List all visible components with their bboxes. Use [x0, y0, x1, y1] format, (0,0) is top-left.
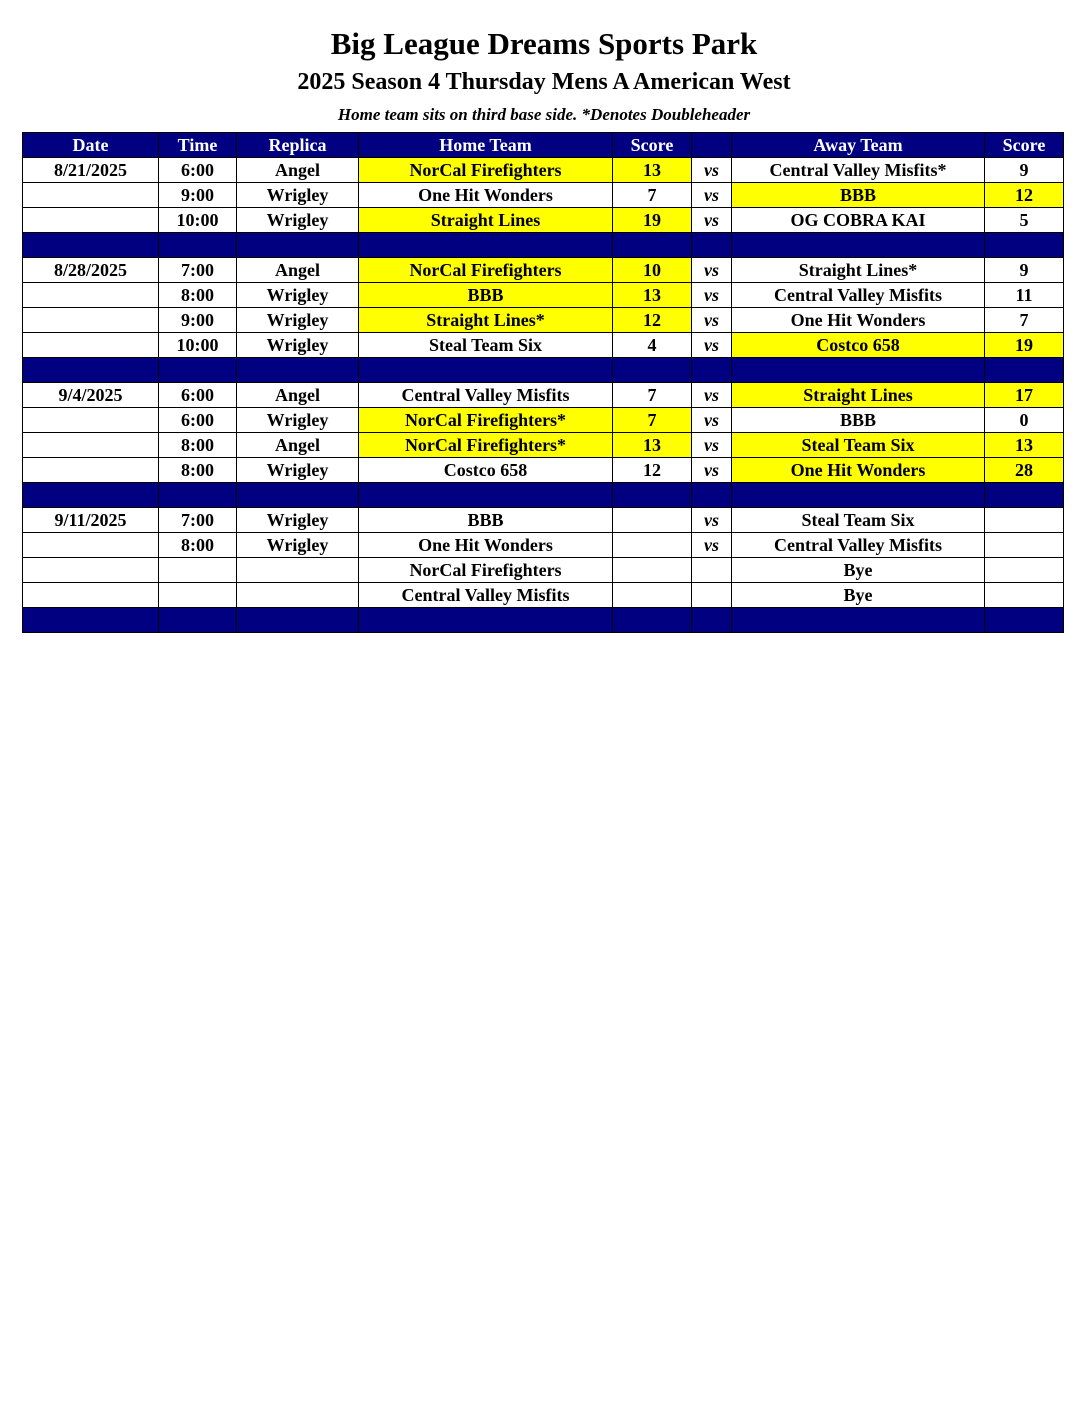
game-row: [23, 508, 1064, 533]
separator-cell: [613, 358, 692, 383]
vs-cell: vs: [692, 533, 732, 558]
away-score-cell: 17: [985, 383, 1064, 408]
home-team-cell: NorCal Firefighters: [359, 558, 613, 583]
vs-cell: vs: [692, 308, 732, 333]
vs-cell: vs: [692, 208, 732, 233]
separator-cell: [692, 608, 732, 633]
game-row: [23, 433, 1064, 458]
separator-cell: [359, 608, 613, 633]
separator-cell: [732, 358, 985, 383]
home-score-cell: 13: [613, 433, 692, 458]
replica-cell: Wrigley: [237, 508, 359, 533]
game-row: [23, 208, 1064, 233]
away-score-cell: 9: [985, 258, 1064, 283]
page-subtitle: 2025 Season 4 Thursday Mens A American West: [297, 69, 791, 95]
column-header-vs: [692, 133, 732, 158]
time-cell: 8:00: [159, 433, 237, 458]
away-score-cell: [985, 558, 1064, 583]
away-score-cell: 13: [985, 433, 1064, 458]
away-team-cell: Central Valley Misfits: [732, 283, 985, 308]
vs-cell: vs: [692, 283, 732, 308]
date-cell: [23, 558, 159, 583]
separator-cell: [985, 483, 1064, 508]
home-team-cell: One Hit Wonders: [359, 183, 613, 208]
home-team-cell: BBB: [359, 508, 613, 533]
home-score-cell: [613, 533, 692, 558]
separator-cell: [23, 233, 159, 258]
away-team-cell: Straight Lines*: [732, 258, 985, 283]
separator-cell: [732, 233, 985, 258]
date-cell: [23, 208, 159, 233]
home-score-cell: 4: [613, 333, 692, 358]
home-team-cell: Costco 658: [359, 458, 613, 483]
date-cell: [23, 458, 159, 483]
column-header-home-team: Home Team: [359, 133, 613, 158]
separator-cell: [985, 608, 1064, 633]
separator-cell: [159, 608, 237, 633]
home-team-cell: NorCal Firefighters: [359, 258, 613, 283]
column-header-away-score: Score: [985, 133, 1064, 158]
game-row: [23, 558, 1064, 583]
vs-cell: vs: [692, 508, 732, 533]
replica-cell: [237, 558, 359, 583]
vs-cell: vs: [692, 458, 732, 483]
away-score-cell: [985, 533, 1064, 558]
away-team-cell: One Hit Wonders: [732, 458, 985, 483]
separator-row: [23, 483, 1064, 508]
away-team-cell: OG COBRA KAI: [732, 208, 985, 233]
separator-cell: [613, 233, 692, 258]
time-cell: 7:00: [159, 508, 237, 533]
away-score-cell: [985, 583, 1064, 608]
schedule-body: [23, 158, 1064, 633]
vs-cell: vs: [692, 158, 732, 183]
replica-cell: Angel: [237, 433, 359, 458]
game-row: [23, 258, 1064, 283]
separator-cell: [359, 233, 613, 258]
game-row: [23, 158, 1064, 183]
date-cell: [23, 583, 159, 608]
away-score-cell: 28: [985, 458, 1064, 483]
table-header-row: [23, 133, 1064, 158]
away-score-cell: 0: [985, 408, 1064, 433]
game-row: [23, 183, 1064, 208]
game-row: [23, 583, 1064, 608]
separator-cell: [985, 358, 1064, 383]
time-cell: 8:00: [159, 458, 237, 483]
separator-cell: [23, 483, 159, 508]
away-score-cell: [985, 508, 1064, 533]
away-team-cell: BBB: [732, 183, 985, 208]
home-score-cell: [613, 558, 692, 583]
time-cell: 10:00: [159, 208, 237, 233]
vs-cell: vs: [692, 183, 732, 208]
time-cell: [159, 583, 237, 608]
column-header-away-team: Away Team: [732, 133, 985, 158]
vs-cell: vs: [692, 433, 732, 458]
away-team-cell: Straight Lines: [732, 383, 985, 408]
home-team-cell: NorCal Firefighters*: [359, 433, 613, 458]
schedule-note: Home team sits on third base side. *Denotes Doubleheader: [337, 105, 751, 124]
game-row: [23, 383, 1064, 408]
separator-cell: [692, 358, 732, 383]
replica-cell: Wrigley: [237, 533, 359, 558]
time-cell: 9:00: [159, 183, 237, 208]
away-team-cell: Central Valley Misfits*: [732, 158, 985, 183]
page-title: Big League Dreams Sports Park: [330, 26, 758, 61]
date-cell: 8/28/2025: [23, 258, 159, 283]
replica-cell: Wrigley: [237, 208, 359, 233]
away-score-cell: 12: [985, 183, 1064, 208]
time-cell: 6:00: [159, 408, 237, 433]
separator-row: [23, 358, 1064, 383]
separator-row: [23, 233, 1064, 258]
separator-cell: [613, 483, 692, 508]
date-cell: 9/4/2025: [23, 383, 159, 408]
away-team-cell: Steal Team Six: [732, 433, 985, 458]
date-cell: [23, 533, 159, 558]
away-score-cell: 5: [985, 208, 1064, 233]
home-score-cell: 13: [613, 283, 692, 308]
home-score-cell: 7: [613, 183, 692, 208]
away-team-cell: Steal Team Six: [732, 508, 985, 533]
away-team-cell: Central Valley Misfits: [732, 533, 985, 558]
home-team-cell: Steal Team Six: [359, 333, 613, 358]
home-score-cell: [613, 508, 692, 533]
home-score-cell: 19: [613, 208, 692, 233]
away-score-cell: 11: [985, 283, 1064, 308]
separator-cell: [237, 483, 359, 508]
replica-cell: Wrigley: [237, 183, 359, 208]
vs-cell: vs: [692, 383, 732, 408]
game-row: [23, 458, 1064, 483]
home-team-cell: Central Valley Misfits: [359, 383, 613, 408]
game-row: [23, 333, 1064, 358]
away-team-cell: BBB: [732, 408, 985, 433]
separator-cell: [159, 358, 237, 383]
separator-cell: [23, 358, 159, 383]
vs-cell: vs: [692, 408, 732, 433]
home-team-cell: NorCal Firefighters*: [359, 408, 613, 433]
game-row: [23, 308, 1064, 333]
separator-cell: [359, 483, 613, 508]
replica-cell: Angel: [237, 383, 359, 408]
replica-cell: [237, 583, 359, 608]
home-team-cell: NorCal Firefighters: [359, 158, 613, 183]
vs-cell: vs: [692, 333, 732, 358]
home-team-cell: BBB: [359, 283, 613, 308]
date-cell: [23, 308, 159, 333]
home-score-cell: 7: [613, 383, 692, 408]
separator-cell: [692, 233, 732, 258]
date-cell: 8/21/2025: [23, 158, 159, 183]
away-team-cell: Bye: [732, 558, 985, 583]
replica-cell: Wrigley: [237, 283, 359, 308]
date-cell: [23, 283, 159, 308]
separator-row: [23, 608, 1064, 633]
home-score-cell: 7: [613, 408, 692, 433]
home-score-cell: 10: [613, 258, 692, 283]
replica-cell: Angel: [237, 158, 359, 183]
away-team-cell: One Hit Wonders: [732, 308, 985, 333]
game-row: [23, 533, 1064, 558]
time-cell: 8:00: [159, 533, 237, 558]
home-score-cell: 12: [613, 458, 692, 483]
separator-cell: [159, 483, 237, 508]
separator-cell: [237, 608, 359, 633]
time-cell: [159, 558, 237, 583]
date-cell: [23, 408, 159, 433]
time-cell: 7:00: [159, 258, 237, 283]
separator-cell: [237, 233, 359, 258]
time-cell: 6:00: [159, 158, 237, 183]
vs-cell: [692, 583, 732, 608]
away-team-cell: Bye: [732, 583, 985, 608]
column-header-time: Time: [159, 133, 237, 158]
time-cell: 9:00: [159, 308, 237, 333]
home-score-cell: 13: [613, 158, 692, 183]
separator-cell: [613, 608, 692, 633]
home-team-cell: One Hit Wonders: [359, 533, 613, 558]
date-cell: [23, 333, 159, 358]
column-header-date: Date: [23, 133, 159, 158]
date-cell: 9/11/2025: [23, 508, 159, 533]
home-score-cell: 12: [613, 308, 692, 333]
separator-cell: [237, 358, 359, 383]
replica-cell: Wrigley: [237, 408, 359, 433]
date-cell: [23, 183, 159, 208]
separator-cell: [692, 483, 732, 508]
time-cell: 8:00: [159, 283, 237, 308]
column-header-replica: Replica: [237, 133, 359, 158]
home-team-cell: Straight Lines: [359, 208, 613, 233]
separator-cell: [732, 483, 985, 508]
vs-cell: [692, 558, 732, 583]
time-cell: 10:00: [159, 333, 237, 358]
away-team-cell: Costco 658: [732, 333, 985, 358]
separator-cell: [159, 233, 237, 258]
separator-cell: [732, 608, 985, 633]
replica-cell: Wrigley: [237, 308, 359, 333]
away-score-cell: 9: [985, 158, 1064, 183]
game-row: [23, 283, 1064, 308]
away-score-cell: 7: [985, 308, 1064, 333]
home-team-cell: Straight Lines*: [359, 308, 613, 333]
separator-cell: [359, 358, 613, 383]
vs-cell: vs: [692, 258, 732, 283]
home-score-cell: [613, 583, 692, 608]
replica-cell: Wrigley: [237, 333, 359, 358]
game-row: [23, 408, 1064, 433]
replica-cell: Angel: [237, 258, 359, 283]
column-header-home-score: Score: [613, 133, 692, 158]
time-cell: 6:00: [159, 383, 237, 408]
replica-cell: Wrigley: [237, 458, 359, 483]
date-cell: [23, 433, 159, 458]
schedule-table: [22, 132, 1064, 633]
separator-cell: [985, 233, 1064, 258]
home-team-cell: Central Valley Misfits: [359, 583, 613, 608]
away-score-cell: 19: [985, 333, 1064, 358]
separator-cell: [23, 608, 159, 633]
